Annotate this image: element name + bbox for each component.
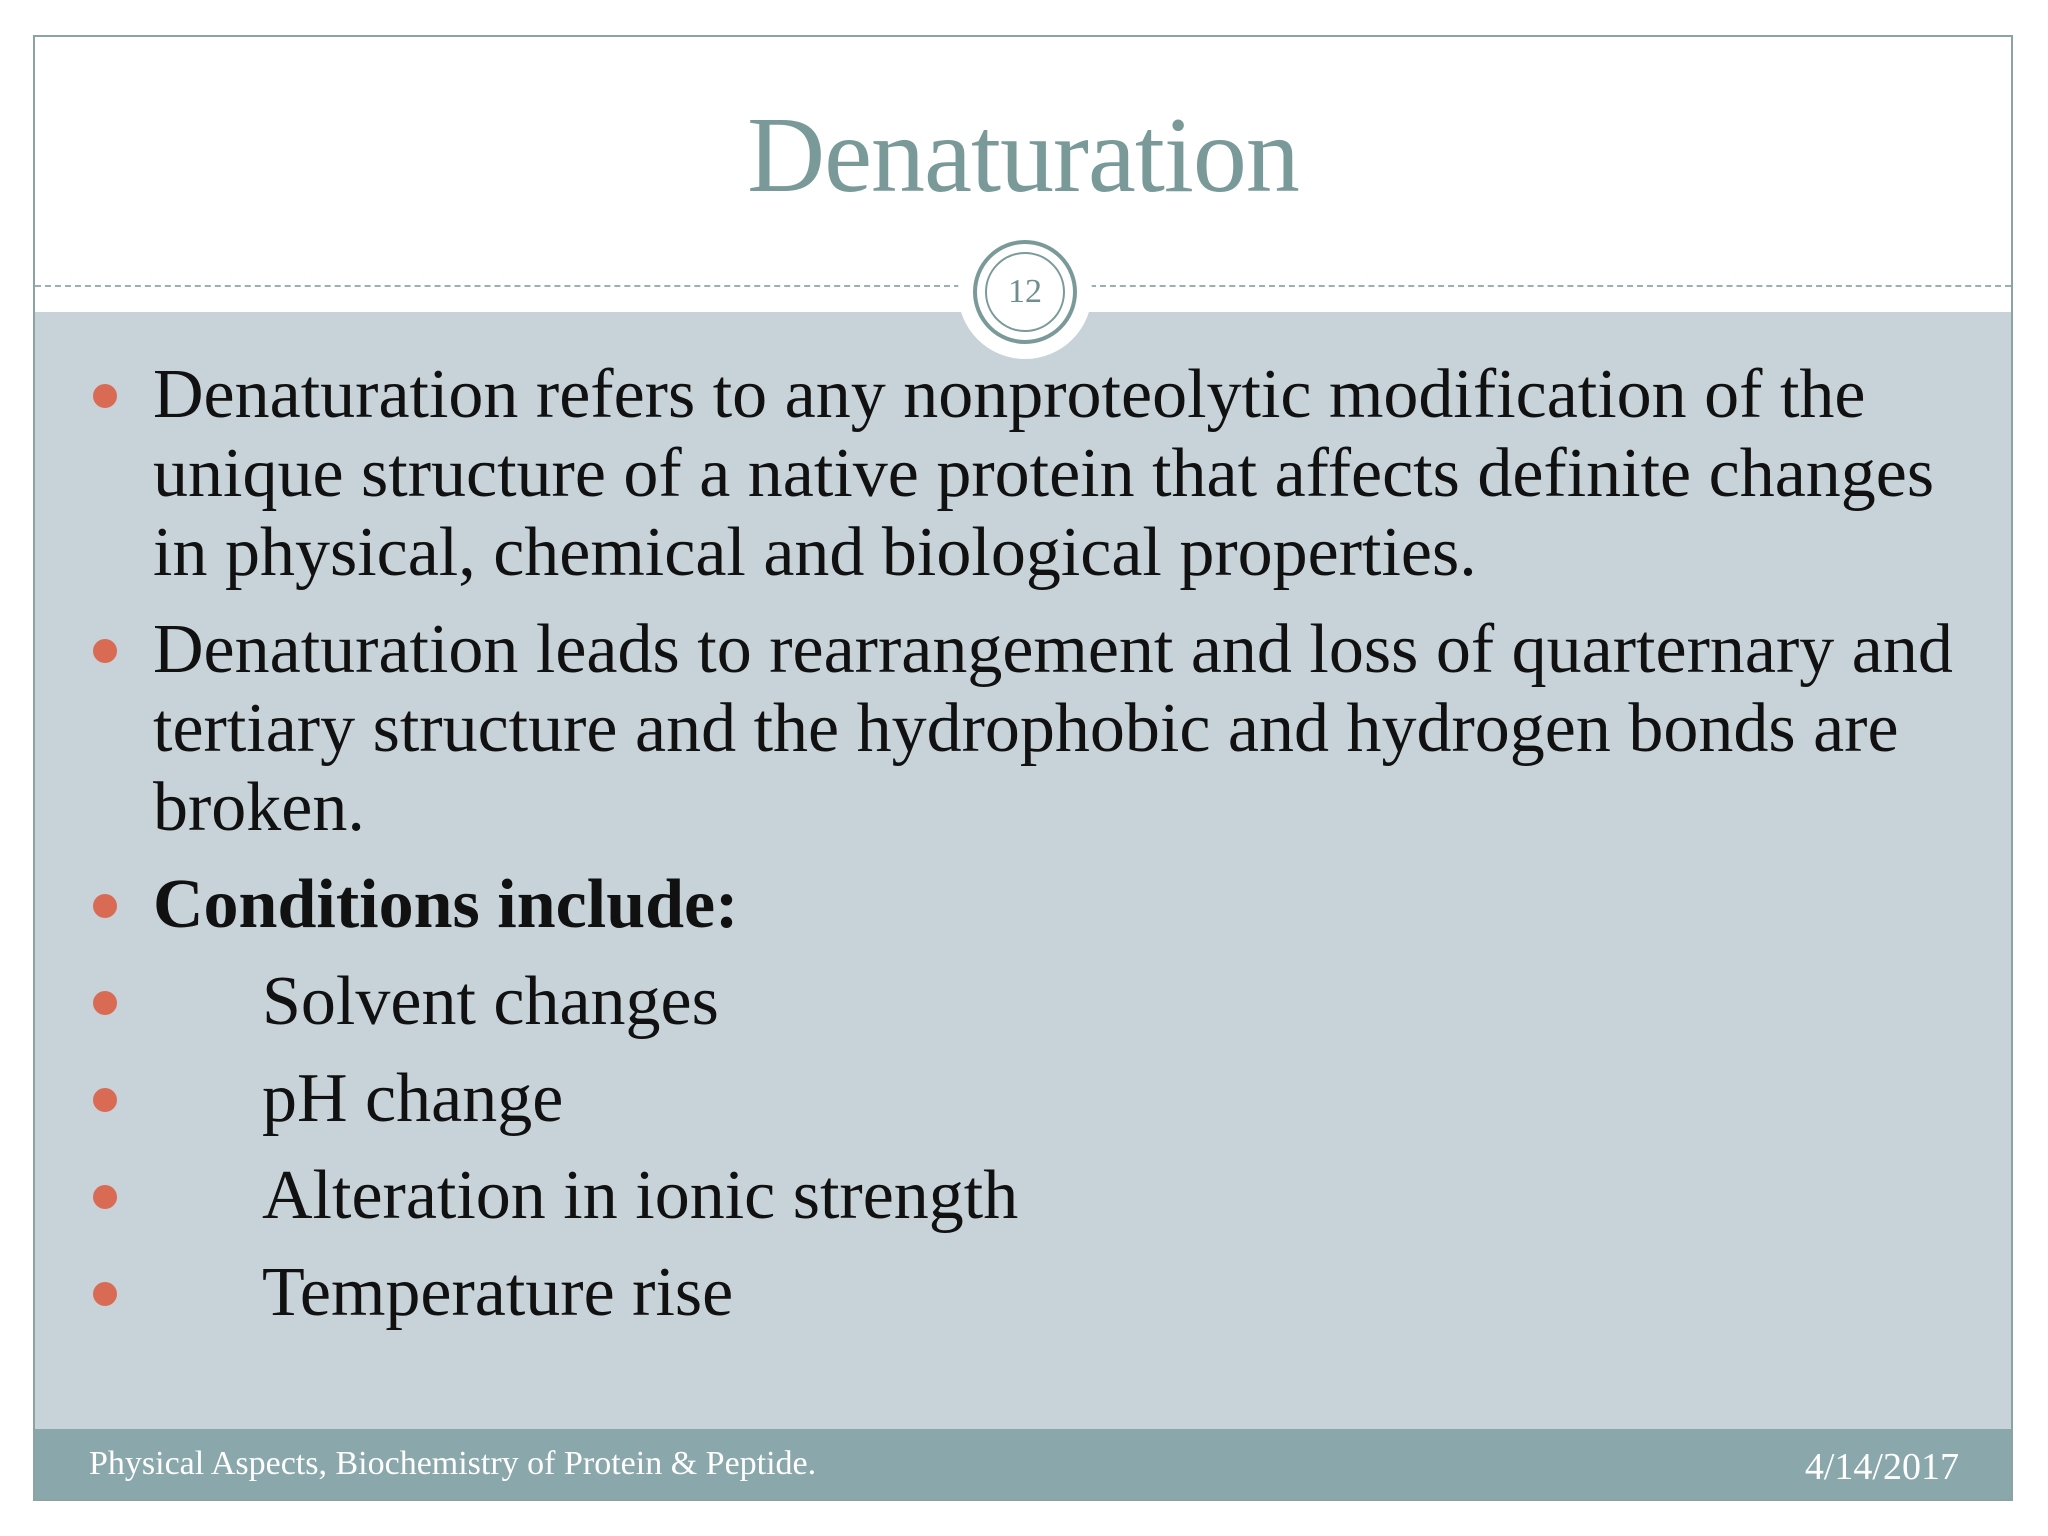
page-number-badge	[958, 225, 1092, 359]
bullet-item-condition	[35, 1156, 2011, 1235]
page-number-ring	[973, 240, 1077, 344]
bullet-item-condition	[35, 1059, 2011, 1138]
header-divider-right	[1090, 285, 2011, 287]
bullet-item	[35, 355, 2011, 592]
bullet-item-heading	[35, 865, 2011, 944]
footer-course-title: Physical Aspects, Biochemistry of Protein & Peptide.	[89, 1445, 817, 1482]
header-divider-left	[35, 285, 960, 287]
footer-date: 4/14/2017	[1804, 1446, 1959, 1488]
slide-footer	[35, 1429, 2011, 1499]
bullet-dot-icon	[93, 991, 117, 1015]
page-number: 12	[1008, 273, 1042, 310]
bullet-text: Denaturation refers to any nonproteolytic modification of the unique structure of a native protein that affects definite changes in physical, chemical and biological properties.	[153, 356, 1935, 591]
bullet-text: Temperature rise	[262, 1254, 734, 1331]
page-number-inner-ring	[985, 252, 1065, 332]
bullet-dot-icon	[93, 384, 117, 408]
bullet-list	[35, 355, 2011, 1350]
slide	[33, 35, 2013, 1501]
slide-title: Denaturation	[747, 96, 1299, 215]
bullet-dot-icon	[93, 1185, 117, 1209]
bullet-dot-icon	[93, 639, 117, 663]
bullet-text: Conditions include:	[153, 866, 739, 943]
bullet-text: Solvent changes	[262, 963, 719, 1040]
bullet-dot-icon	[93, 1282, 117, 1306]
bullet-text: Alteration in ionic strength	[262, 1157, 1019, 1234]
bullet-dot-icon	[93, 1088, 117, 1112]
bullet-item-condition	[35, 962, 2011, 1041]
bullet-item	[35, 610, 2011, 847]
bullet-text: Denaturation leads to rearrangement and loss of quarternary and tertiary structure and the hydrophobic and hydrogen bonds are broken.	[153, 611, 1953, 846]
bullet-text: pH change	[262, 1060, 564, 1137]
bullet-dot-icon	[93, 894, 117, 918]
bullet-item-condition	[35, 1253, 2011, 1332]
